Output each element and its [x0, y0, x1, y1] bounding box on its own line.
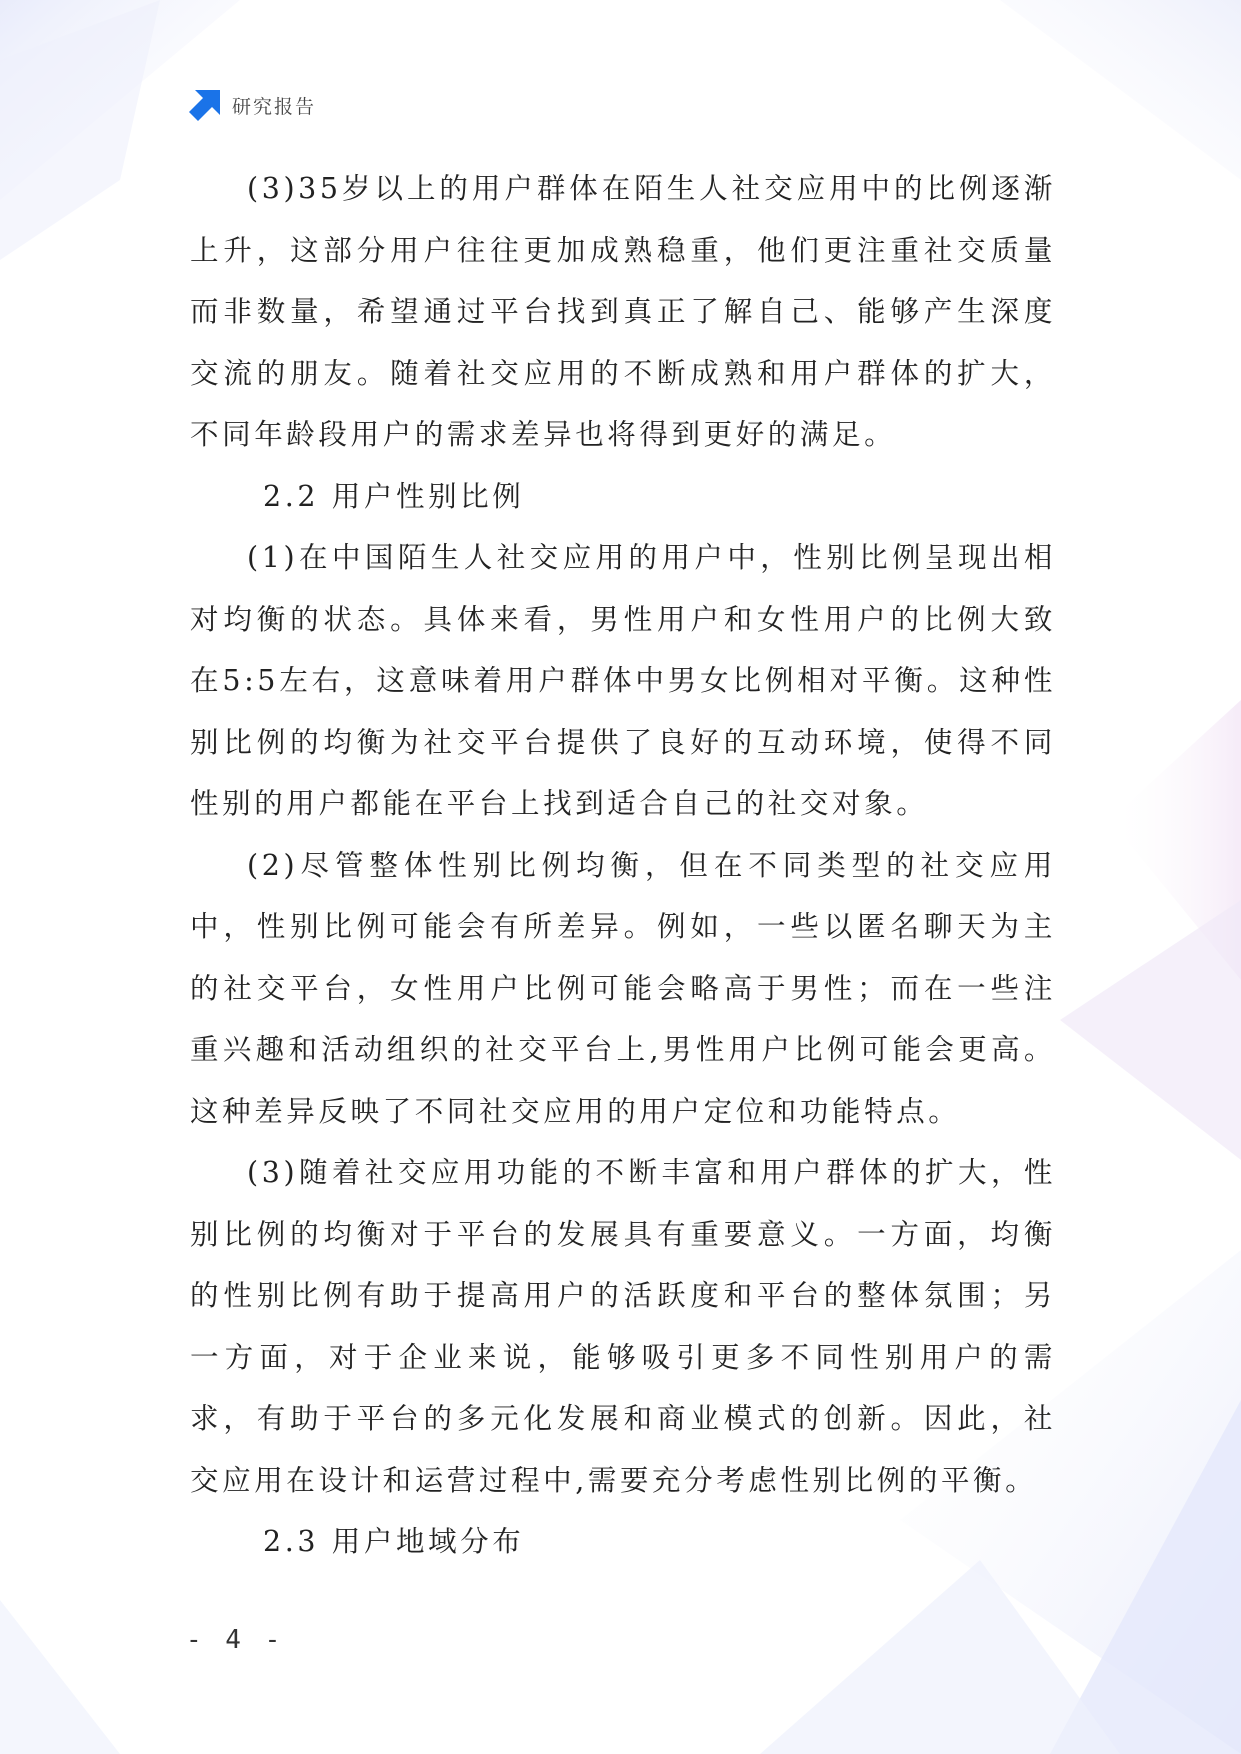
page-number: - 4 - [186, 1625, 285, 1655]
report-header [188, 88, 316, 122]
paragraph-gender-2: (2)尽管整体性别比例均衡，但在不同类型的社交应用中，性别比例可能会有所差异。例如，一些以匿名聊天为主的社交平台，女性用户比例可能会略高于男性；而在一些注重兴趣和活动组织的社交平台上,男性用户比例可能会更高。这种差异反映了不同社交应用的用户定位和功能特点。 [190, 848, 1056, 1128]
section-heading-2-3: 2.3 用户地域分布 [263, 1525, 525, 1558]
document-body [190, 158, 1056, 1573]
paragraph-gender-3: (3)随着社交应用功能的不断丰富和用户群体的扩大，性别比例的均衡对于平台的发展具有重要意义。一方面，均衡的性别比例有助于提高用户的活跃度和平台的整体氛围；另一方面，对于企业来说，能够吸引更多不同性别用户的需求，有助于平台的多元化发展和商业模式的创新。因此，社交应用在设计和运营过程中,需要充分考虑性别比例的平衡。 [190, 1156, 1056, 1497]
header-title: 研究报告 [232, 95, 317, 118]
paragraph-gender-1: (1)在中国陌生人社交应用的用户中，性别比例呈现出相对均衡的状态。具体来看，男性用户和女性用户的比例大致在5:5左右，这意味着用户群体中男女比例相对平衡。这种性别比例的均衡为社交平台提供了良好的互动环境，使得不同性别的用户都能在平台上找到适合自己的社交对象。 [190, 541, 1056, 820]
section-heading-2-2: 2.2 用户性别比例 [263, 479, 525, 513]
arrow-up-right-icon [188, 88, 222, 122]
paragraph-age-3: (3)35岁以上的用户群体在陌生人社交应用中的比例逐渐上升，这部分用户往往更加成熟稳重，他们更注重社交质量而非数量，希望通过平台找到真正了解自己、能够产生深度交流的朋友。随着社交应用的不断成熟和用户群体的扩大，不同年龄段用户的需求差异也将得到更好的满足。 [190, 172, 1056, 451]
